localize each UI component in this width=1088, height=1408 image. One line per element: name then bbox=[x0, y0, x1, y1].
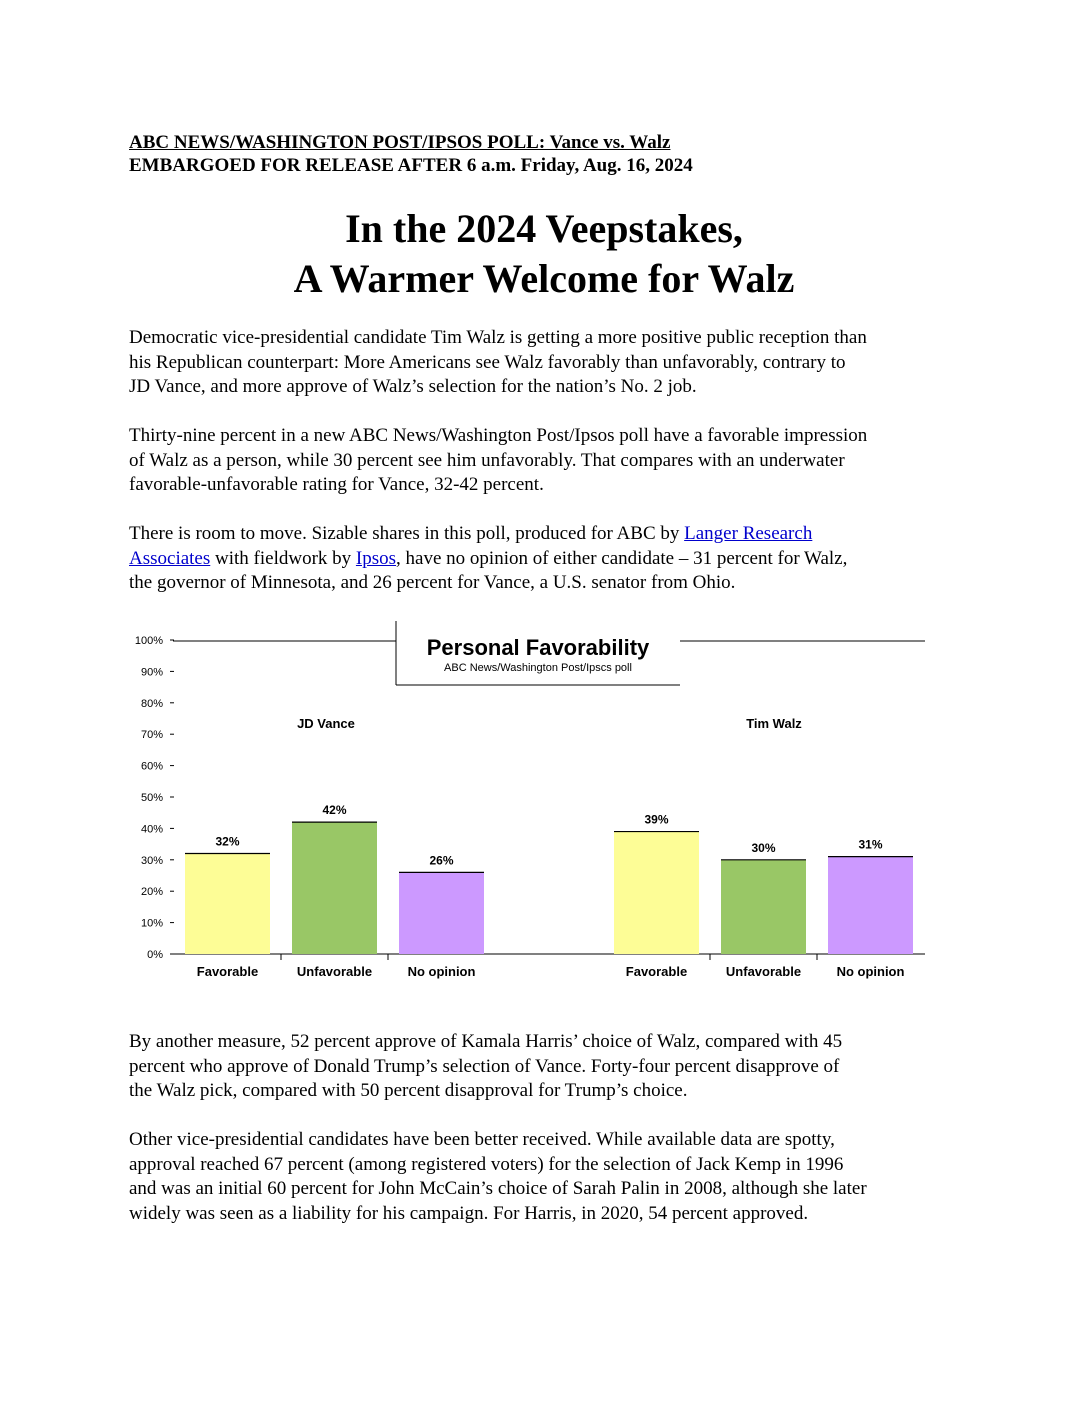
group-label: Tim Walz bbox=[746, 716, 802, 731]
data-label: 31% bbox=[858, 837, 883, 852]
chart-marks bbox=[185, 716, 913, 979]
title-line-1: In the 2024 Veepstakes, bbox=[345, 206, 743, 251]
chart-title-box bbox=[173, 621, 925, 685]
data-label: 32% bbox=[215, 834, 240, 849]
associates-link[interactable]: Associates bbox=[129, 547, 211, 569]
y-tick-label: 10% bbox=[140, 917, 163, 930]
group-label: JD Vance bbox=[297, 716, 355, 731]
chart-subtitle: ABC News/Washington Post/Ipscs poll bbox=[444, 662, 632, 674]
text-line: favorable-unfavorable rating for Vance, 32-42 percent. bbox=[129, 474, 544, 495]
text-line: of Walz as a person, while 30 percent see him unfavorably. That compares with an underwater bbox=[129, 449, 845, 471]
header-line-1: ABC NEWS/WASHINGTON POST/IPSOS POLL: Vance vs. Walz bbox=[129, 132, 671, 153]
y-tick-label: 70% bbox=[140, 729, 163, 742]
text-line: Thirty-nine percent in a new ABC News/Washington Post/Ipsos poll have a favorable impression bbox=[129, 425, 868, 446]
bar bbox=[828, 857, 913, 954]
data-label: 30% bbox=[751, 840, 776, 855]
category-label: No opinion bbox=[836, 964, 905, 979]
paragraph-3 bbox=[129, 522, 969, 596]
bar bbox=[614, 832, 699, 954]
category-label: Unfavorable bbox=[725, 964, 802, 979]
paragraph-4 bbox=[129, 1030, 969, 1104]
text-line: widely was seen as a liability for his campaign. For Harris, in 2020, 54 percent approved. bbox=[129, 1202, 809, 1224]
y-tick-label: 20% bbox=[140, 886, 163, 899]
text-line bbox=[129, 547, 969, 572]
text-line: approval reached 67 percent (among registered voters) for the selection of Jack Kemp in 1996 bbox=[129, 1153, 844, 1175]
text-run: , have no opinion of either candidate – 31 percent for Walz, bbox=[396, 547, 848, 569]
text-run: There is room to move. Sizable shares in this poll, produced for ABC by bbox=[129, 523, 685, 544]
favorability-chart bbox=[125, 615, 940, 995]
text-line: the Walz pick, compared with 50 percent disapproval for Trump’s choice. bbox=[129, 1080, 688, 1101]
header-line-2: EMBARGOED FOR RELEASE AFTER 6 a.m. Friday, Aug. 16, 2024 bbox=[129, 155, 693, 176]
title-line-2: A Warmer Welcome for Walz bbox=[293, 256, 795, 301]
y-tick-label: 80% bbox=[140, 697, 163, 710]
text-line: JD Vance, and more approve of Walz’s selection for the nation’s No. 2 job. bbox=[129, 376, 697, 397]
y-tick-label: 60% bbox=[140, 760, 163, 773]
text-line: Other vice-presidential candidates have been better received. While available data are spotty, bbox=[129, 1129, 835, 1150]
bar bbox=[292, 822, 377, 954]
y-tick-label: 30% bbox=[140, 854, 163, 867]
text-line bbox=[129, 522, 969, 547]
category-label: Unfavorable bbox=[296, 964, 373, 979]
text-line: and was an initial 60 percent for John McCain’s choice of Sarah Palin in 2008, although she later bbox=[129, 1178, 867, 1199]
text-line: percent who approve of Donald Trump’s selection of Vance. Forty-four percent disapprove of bbox=[129, 1055, 840, 1077]
y-tick-label: 100% bbox=[134, 635, 163, 647]
text-line: his Republican counterpart: More Americans see Walz favorably than unfavorably, contrary to bbox=[129, 351, 846, 373]
y-tick-label: 50% bbox=[140, 792, 163, 804]
category-label: Favorable bbox=[196, 964, 259, 979]
paragraph-2 bbox=[129, 424, 969, 498]
category-label: Favorable bbox=[625, 964, 688, 979]
y-tick-label: 40% bbox=[140, 823, 163, 836]
bar bbox=[185, 854, 270, 954]
y-tick-label: 0% bbox=[147, 949, 163, 961]
ipsos-link[interactable]: Ipsos bbox=[355, 547, 397, 569]
category-label: No opinion bbox=[407, 964, 476, 979]
langer-research-link[interactable]: Langer Research bbox=[684, 523, 813, 544]
y-tick-label: 90% bbox=[140, 666, 163, 679]
bar bbox=[721, 860, 806, 954]
data-label: 26% bbox=[429, 853, 454, 868]
text-run: with fieldwork by bbox=[210, 547, 356, 569]
data-label: 42% bbox=[322, 803, 347, 818]
data-label: 39% bbox=[644, 812, 669, 827]
paragraph-1 bbox=[129, 326, 969, 400]
bar bbox=[399, 872, 484, 954]
text-line: Democratic vice-presidential candidate Tim Walz is getting a more positive public reception than bbox=[129, 327, 867, 348]
paragraph-5 bbox=[129, 1128, 969, 1226]
text-line: the governor of Minnesota, and 26 percent for Vance, a U.S. senator from Ohio. bbox=[129, 572, 736, 593]
chart-title: Personal Favorability bbox=[426, 635, 650, 660]
text-line: By another measure, 52 percent approve of Kamala Harris’ choice of Walz, compared with 45 bbox=[129, 1031, 843, 1052]
